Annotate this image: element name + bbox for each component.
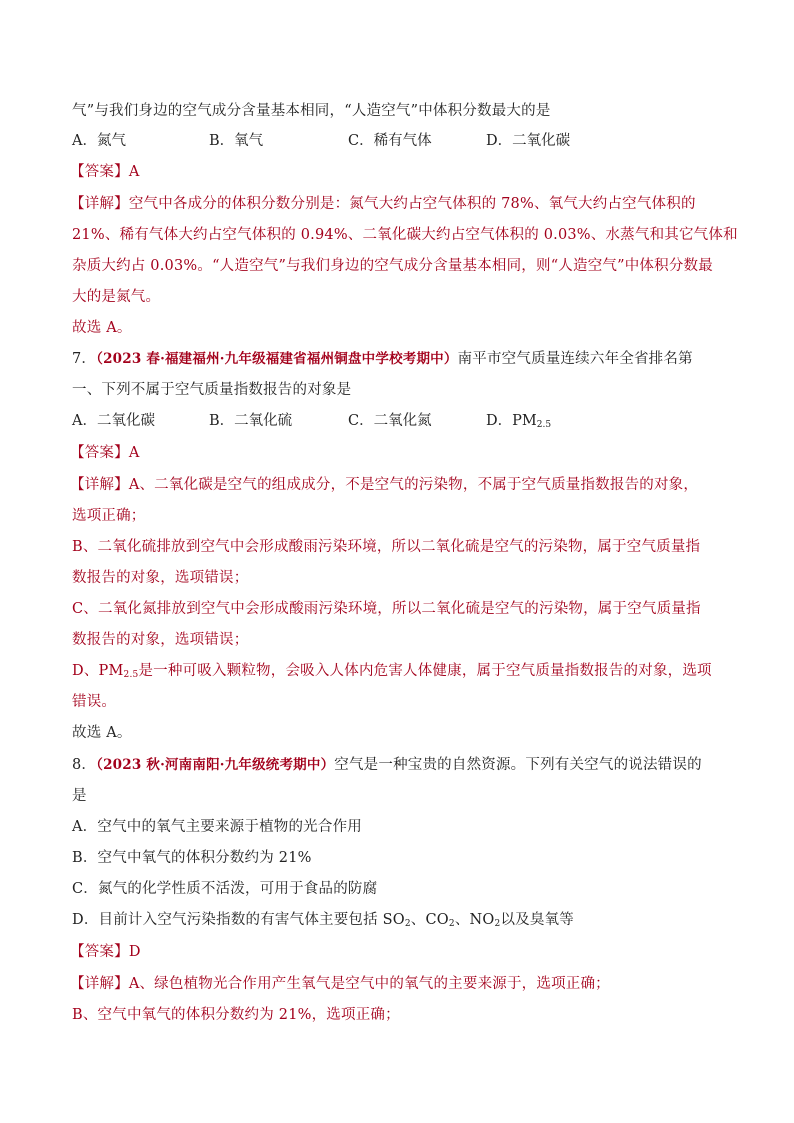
- q7-conclusion: 故选 A。: [72, 725, 132, 741]
- q7-detail-line-1: [70, 475, 698, 495]
- q7-detail-line-2: 选项正确；: [72, 508, 146, 524]
- q8-option-b: B．空气中氧气的体积分数约为 21%: [72, 850, 312, 866]
- q8-detail-line-1: [70, 974, 610, 994]
- q6-detail-line-1: [70, 194, 696, 214]
- d-prefix: D、PM: [72, 663, 124, 679]
- q6-option-d: D．二氧化碳: [486, 133, 571, 149]
- q7-option-d: [486, 411, 551, 431]
- q8-number: 8．: [72, 757, 97, 773]
- pm-subscript: 2.5: [536, 420, 552, 430]
- detail-text: A、绿色植物光合作用产生氧气是空气中的氧气的主要来源于，选项正确；: [128, 976, 610, 992]
- detail-text: A、二氧化碳是空气的组成成分，不是空气的污染物，不属于空气质量指数报告的对象，: [128, 477, 699, 493]
- q6-detail-line-4: 大的是氮气。: [72, 289, 161, 305]
- subscript: 2: [404, 919, 411, 929]
- q7-answer: [70, 443, 139, 463]
- answer-label: 【答案】: [70, 164, 129, 180]
- q6-option-c: C．稀有气体: [348, 133, 432, 149]
- answer-value: D: [128, 944, 141, 960]
- answer-value: A: [128, 164, 140, 180]
- q6-stem-tail: 气”与我们身边的空气成分含量基本相同，“人造空气”中体积分数最大的是: [72, 103, 551, 119]
- d-rest: 是一种可吸入颗粒物，会吸入人体内危害人体健康，属于空气质量指数报告的对象，选项: [138, 663, 712, 679]
- q6-option-b: B．氧气: [209, 133, 264, 149]
- q7-detail-line-4: 数报告的对象，选项错误；: [72, 570, 249, 586]
- q6-answer: [70, 162, 139, 182]
- q7-option-a: A．二氧化碳: [72, 413, 155, 429]
- subscript: 2: [494, 919, 501, 929]
- q8-option-c: C．氮气的化学性质不活泼，可用于食品的防腐: [72, 881, 378, 897]
- q8-stem-line-1: [72, 755, 702, 775]
- answer-label: 【答案】: [70, 445, 129, 461]
- q7-detail-line-7: [72, 661, 712, 681]
- q7-detail-line-3: B、二氧化硫排放到空气中会形成酸雨污染环境，所以二氧化硫是空气的污染物，属于空气质量指: [72, 539, 701, 555]
- q6-detail-line-3: 杂质大约占 0.03%。“人造空气”与我们身边的空气成分含量基本相同，则“人造空气”中体积分数最: [72, 258, 713, 274]
- detail-text: 空气中各成分的体积分数分别是：氮气大约占空气体积的 78%、氧气大约占空气体积的: [128, 196, 696, 212]
- q7-option-c: C．二氧化氮: [348, 413, 432, 429]
- q7-stem-line-2: 一、下列不属于空气质量指数报告的对象是: [72, 382, 352, 398]
- q6-option-a: A．氮气: [72, 133, 126, 149]
- q8-stem-text: 空气是一种宝贵的自然资源。下列有关空气的说法错误的: [334, 757, 702, 773]
- pm-subscript: 2.5: [123, 670, 139, 680]
- option-d-text: D．PM: [486, 413, 537, 429]
- q7-stem-line-1: [72, 349, 693, 369]
- subscript: 2: [448, 919, 455, 929]
- q6-detail-line-2: 21%、稀有气体大约占空气体积的 0.94%、二氧化碳大约占空气体积的 0.03%、水蒸气和其它气体和: [72, 227, 738, 243]
- q8-option-d: [72, 910, 574, 930]
- answer-value: A: [128, 445, 140, 461]
- q8-answer: [70, 942, 141, 962]
- q6-conclusion: 故选 A。: [72, 320, 132, 336]
- q7-source: （2023 春·福建福州·九年级福建省福州铜盘中学校考期中）: [96, 351, 458, 367]
- detail-label: 【详解】: [70, 976, 129, 992]
- answer-label: 【答案】: [70, 944, 129, 960]
- q7-detail-line-5: C、二氧化氮排放到空气中会形成酸雨污染环境，所以二氧化硫是空气的污染物，属于空气质量指: [72, 601, 701, 617]
- option-d-part: 、NO: [454, 912, 495, 928]
- detail-label: 【详解】: [70, 196, 129, 212]
- q8-detail-line-2: B、空气中氧气的体积分数约为 21%，选项正确；: [72, 1007, 400, 1023]
- q7-detail-line-8: 错误。: [72, 694, 117, 710]
- option-d-part: 、CO: [410, 912, 449, 928]
- q7-number: 7．: [72, 351, 97, 367]
- q8-option-a: A．空气中的氧气主要来源于植物的光合作用: [72, 819, 362, 835]
- q7-detail-line-6: 数报告的对象，选项错误；: [72, 632, 249, 648]
- q7-stem-text: 南平市空气质量连续六年全省排名第: [457, 351, 693, 367]
- option-d-part: 以及臭氧等: [500, 912, 574, 928]
- q7-option-b: B．二氧化硫: [209, 413, 293, 429]
- q8-stem-line-2: 是: [72, 788, 87, 804]
- q8-source: （2023 秋·河南南阳·九年级统考期中）: [96, 757, 335, 773]
- detail-label: 【详解】: [70, 477, 129, 493]
- option-d-part: D．目前计入空气污染指数的有害气体主要包括 SO: [72, 912, 405, 928]
